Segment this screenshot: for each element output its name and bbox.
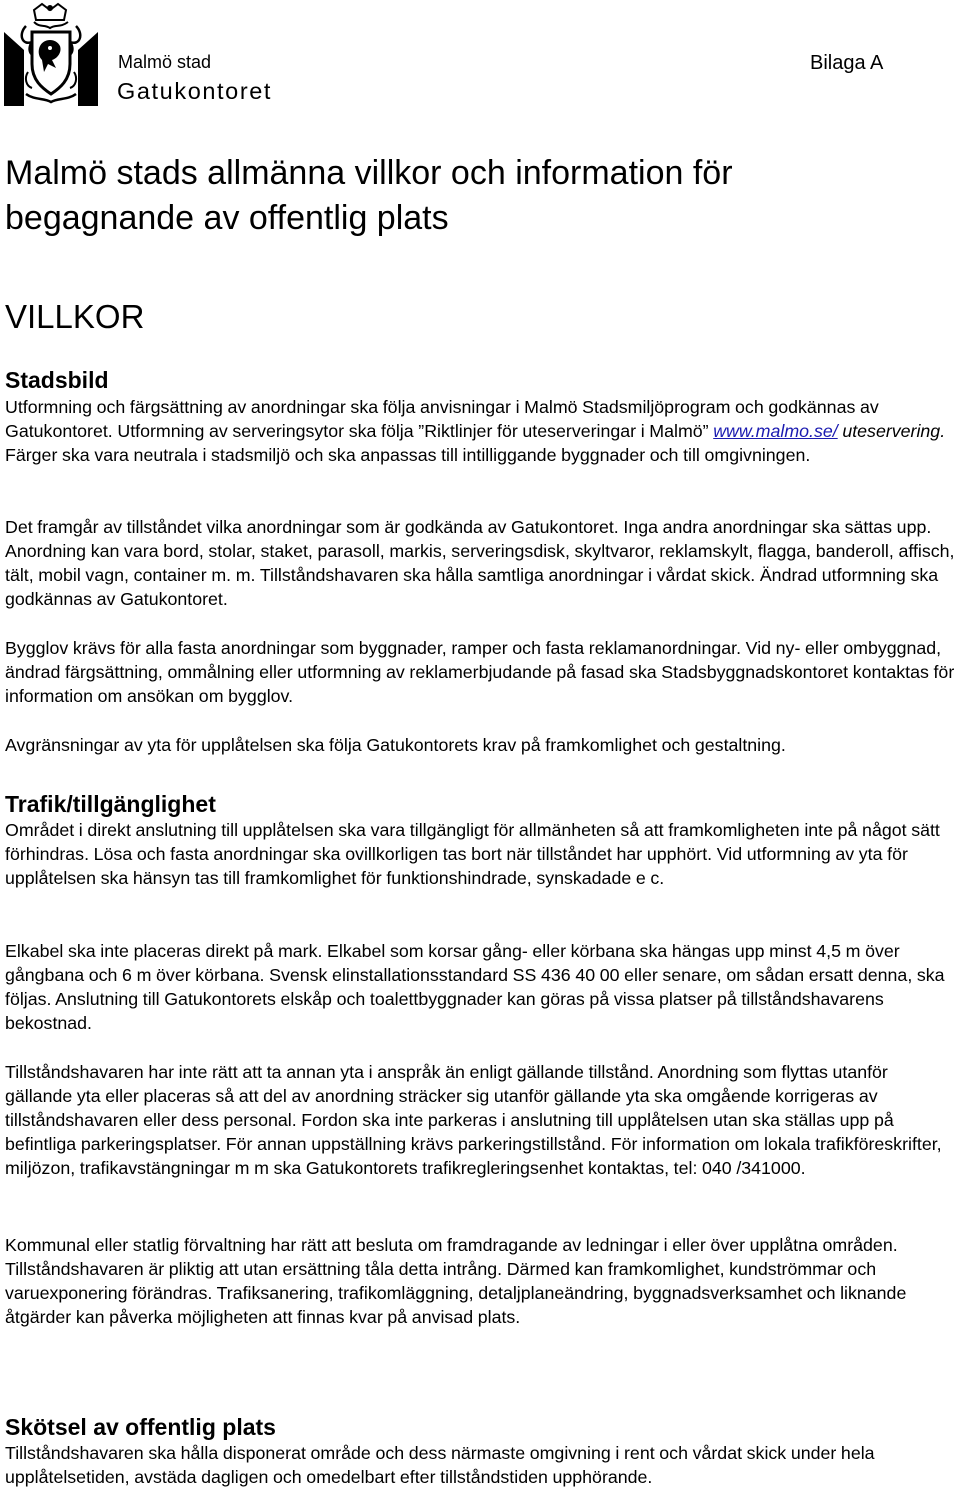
heading-trafik: Trafik/tillgänglighet (5, 791, 216, 817)
stadsbild-paragraph-4: Avgränsningar av yta för upplåtelsen ska följa Gatukontorets krav på framkomlighet och gestaltning. (5, 735, 786, 755)
org-name: Malmö stad (118, 52, 212, 72)
stadsbild-paragraph-3: Bygglov krävs för alla fasta anordningar som byggnader, ramper och fasta reklamanordningar. Vid ny- eller ombyggnad, ändrad färgsättning, ommålning eller utformning av reklamerbjudande på fasad ska Stadsbyggnadskontoret kontaktas för information om ansökan om bygglov. (5, 638, 955, 706)
title-line-1: Malmö stads allmänna villkor och information för (5, 154, 733, 192)
trafik-paragraph-1: Området i direkt anslutning till upplåtelsen ska vara tillgängligt för allmänheten så att framkomligheten inte på något sätt förhindras. Lösa och fasta anordningar ska ovillkorligen tas bort när tillståndet har upphört. Vid utformning av yta för upplåtelsen ska hänsyn tas till framkomlighet för funktionshindrade, synskadade e c. (5, 820, 940, 888)
annex-label: Bilaga A (810, 52, 884, 74)
uteservering-text: uteservering. (837, 420, 946, 441)
malmo-website-link[interactable]: www.malmo.se/ (713, 420, 838, 441)
stadsbild-p1-text: Utformning och färgsättning av anordningar ska följa anvisningar i Malmö Stadsmiljöprogram och godkännas av Gatukontoret. Utformning av serveringsytor ska följa ”Riktlinjer för uteserveringar i Malmö” (5, 397, 879, 441)
stadsbild-paragraph-1 (5, 396, 955, 468)
malmo-coat-of-arms-logo (4, 2, 98, 106)
heading-stadsbild: Stadsbild (5, 367, 109, 393)
section-heading-villkor: VILLKOR (5, 298, 145, 335)
trafik-paragraph-2: Elkabel ska inte placeras direkt på mark. Elkabel som korsar gång- eller körbana ska hängas upp minst 4,5 m över gångbana och 6 m över körbana. Svensk elinstallationsstandard SS 436 40 00 eller senare, om sådan ersatt denna, ska följas. Anslutning till Gatukontorets elskåp och toalettbyggnader kan göras på vissa platser på tillståndshavarens bekostnad. (5, 941, 945, 1033)
trafik-paragraph-3: Tillståndshavaren har inte rätt att ta annan yta i anspråk än enligt gällande tillstånd. Anordning som flyttas utanför gällande yta eller placeras så att del av anordning sträcker sig utanför gällande yta ska omgående korrigeras av tillståndshavaren eller dess personal. Fordon ska inte parkeras i anslutning till upplåtelsen utan ska ställas upp på befintliga parkeringsplatser. För annan uppställning krävs parkeringstillstånd. För information om lokala trafikföreskrifter, miljözon, trafikavstängningar m m ska Gatukontorets trafikregleringsenhet kontaktas, tel: 040 /341000. (5, 1062, 942, 1178)
coat-of-arms-icon (4, 2, 98, 106)
title-line-2: begagnande av offentlig plats (5, 199, 449, 237)
document-title (5, 151, 733, 241)
skotsel-paragraph-1: Tillståndshavaren ska hålla disponerat område och dess närmaste omgivning i rent och vårdat skick under hela upplåtelsetiden, avstäda dagligen och omedelbart efter tillståndstiden upphörande. (5, 1443, 875, 1487)
trafik-paragraph-4: Kommunal eller statlig förvaltning har rätt att besluta om framdragande av ledningar i eller över upplåtna områden. Tillståndshavaren är pliktig att utan ersättning tåla detta intrång. Därmed kan framkomlighet, kundströmmar och varuexponering förändras. Trafiksanering, trafikomläggning, detaljplaneändring, byggnadsverksamhet och liknande åtgärder kan påverka möjligheten att finnas kvar på anvisad plats. (5, 1235, 907, 1327)
stadsbild-paragraph-2: Det framgår av tillståndet vilka anordningar som är godkända av Gatukontoret. Inga andra anordningar ska sättas upp. Anordning kan vara bord, stolar, staket, parasoll, markis, serveringsdisk, skyltvaror, reklamskylt, flagga, banderoll, affisch, tält, mobil vagn, container m. m. Tillståndshavaren ska hålla samtliga anordningar i vårdat skick. Ändrad utformning ska godkännas av Gatukontoret. (5, 517, 955, 609)
stadsbild-p1-rest: Färger ska vara neutrala i stadsmiljö och ska anpassas till intilliggande byggnader och till omgivningen. (5, 444, 811, 465)
department-name: Gatukontoret (117, 78, 273, 104)
heading-skotsel: Skötsel av offentlig plats (5, 1414, 276, 1440)
